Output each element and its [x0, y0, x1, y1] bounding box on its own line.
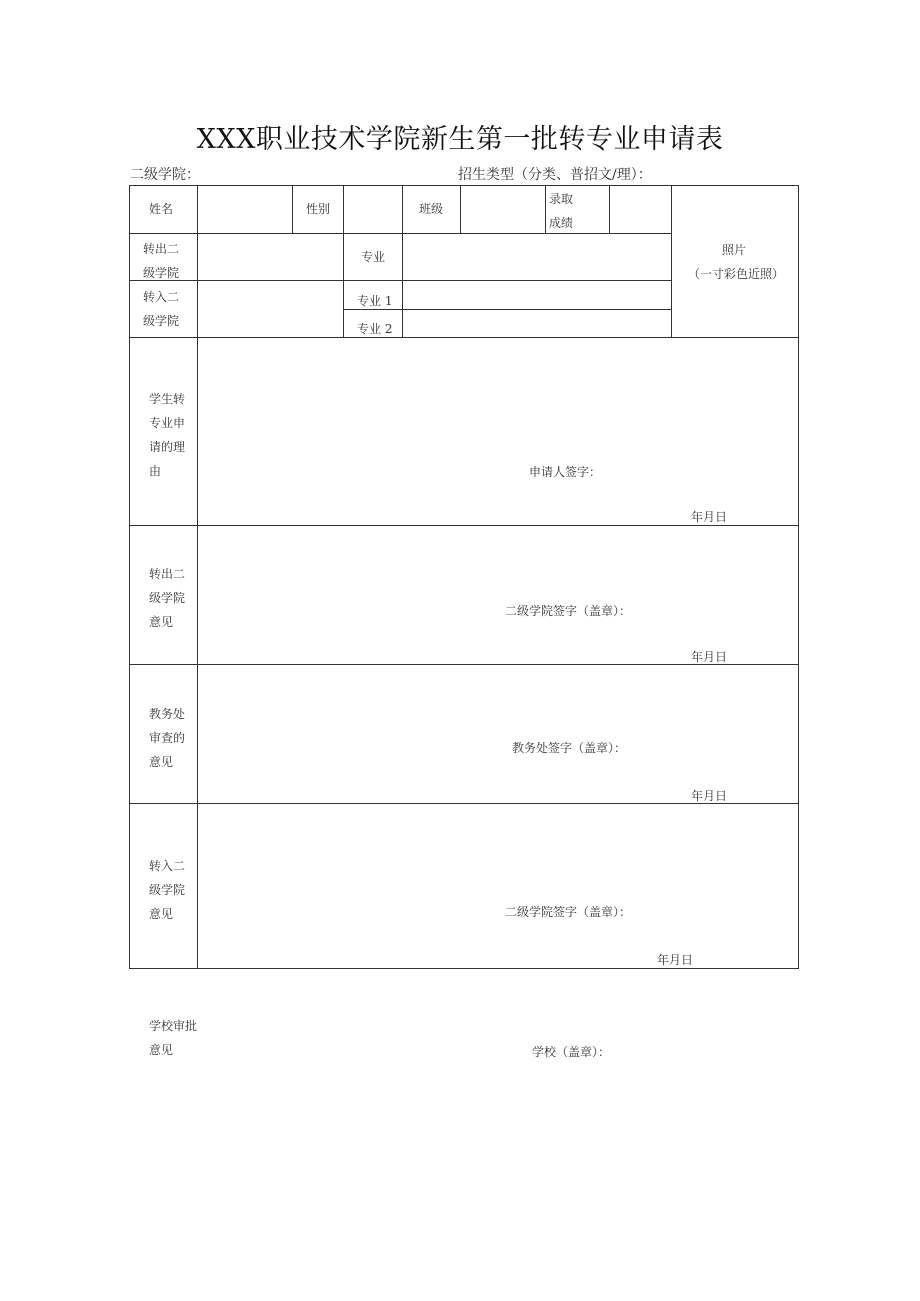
out-college-label-line1: 转出二	[143, 242, 180, 256]
out-opinion-label-line: 级学院	[149, 591, 186, 605]
in-college-label-line1: 转入二	[143, 290, 180, 304]
form-title: XXX职业技术学院新生第一批转专业申请表	[196, 124, 724, 155]
in-college-label	[143, 285, 179, 333]
in-opinion-label-line: 级学院	[149, 883, 186, 897]
school-approval-label	[149, 1014, 197, 1062]
major2-field[interactable]	[403, 310, 671, 337]
score-label	[549, 187, 573, 235]
out-opinion-label	[149, 562, 185, 634]
college-label: 二级学院：	[130, 167, 200, 183]
academic-office-label-line: 意见	[149, 755, 174, 769]
out-college-field[interactable]	[198, 234, 343, 280]
out-college-signature-label: 二级学院签字（盖章）：	[505, 604, 632, 618]
academic-office-label-line: 教务处	[149, 707, 186, 721]
name-field[interactable]	[198, 186, 292, 233]
reason-date: 年月日	[691, 510, 728, 524]
major-label: 专业	[361, 250, 386, 264]
school-approval-label-line2: 意见	[149, 1043, 174, 1057]
school-seal-label: 学校（盖章）：	[532, 1045, 611, 1059]
in-college-field[interactable]	[198, 281, 343, 337]
photo-box[interactable]	[672, 186, 798, 337]
out-college-label-line2: 级学院	[143, 266, 180, 280]
in-opinion-date: 年月日	[657, 953, 694, 967]
major2-label: 专业 2	[357, 322, 393, 336]
admission-type-label: 招生类型（分类、普招文/理）：	[458, 167, 652, 183]
major1-label: 专业 1	[357, 294, 393, 308]
score-label-line2: 成绩	[549, 216, 574, 230]
name-label: 姓名	[149, 202, 174, 216]
major1-field[interactable]	[403, 281, 671, 309]
class-field[interactable]	[461, 186, 545, 233]
score-field[interactable]	[610, 186, 671, 233]
out-major-field[interactable]	[403, 234, 671, 280]
school-approval-label-line1: 学校审批	[149, 1019, 198, 1033]
reason-label-line: 请的理	[149, 440, 186, 454]
reason-field[interactable]	[198, 338, 798, 525]
reason-label	[149, 387, 185, 483]
in-college-signature-label: 二级学院签字（盖章）：	[505, 905, 632, 919]
academic-office-date: 年月日	[691, 789, 728, 803]
out-opinion-date: 年月日	[691, 650, 728, 664]
photo-note: （一寸彩色近照）	[688, 267, 785, 281]
reason-label-line: 由	[149, 464, 162, 478]
academic-office-label	[149, 702, 185, 774]
photo-label: 照片	[722, 243, 747, 257]
reason-label-line: 专业申	[149, 416, 186, 430]
reason-label-line: 学生转	[149, 392, 186, 406]
out-college-label	[143, 237, 179, 285]
out-opinion-label-line: 转出二	[149, 567, 186, 581]
in-opinion-label-line: 意见	[149, 907, 174, 921]
out-opinion-label-line: 意见	[149, 615, 174, 629]
in-college-label-line2: 级学院	[143, 314, 180, 328]
academic-office-field[interactable]	[198, 665, 798, 803]
in-opinion-label	[149, 854, 185, 926]
gender-label: 性别	[306, 202, 331, 216]
academic-office-signature-label: 教务处签字（盖章）：	[512, 741, 627, 755]
in-opinion-field[interactable]	[198, 804, 798, 968]
academic-office-label-line: 审查的	[149, 731, 186, 745]
class-label: 班级	[419, 202, 444, 216]
out-opinion-field[interactable]	[198, 526, 798, 664]
score-label-line1: 录取	[549, 192, 574, 206]
gender-field[interactable]	[344, 186, 402, 233]
applicant-signature-label: 申请人签字：	[529, 465, 602, 479]
in-opinion-label-line: 转入二	[149, 859, 186, 873]
